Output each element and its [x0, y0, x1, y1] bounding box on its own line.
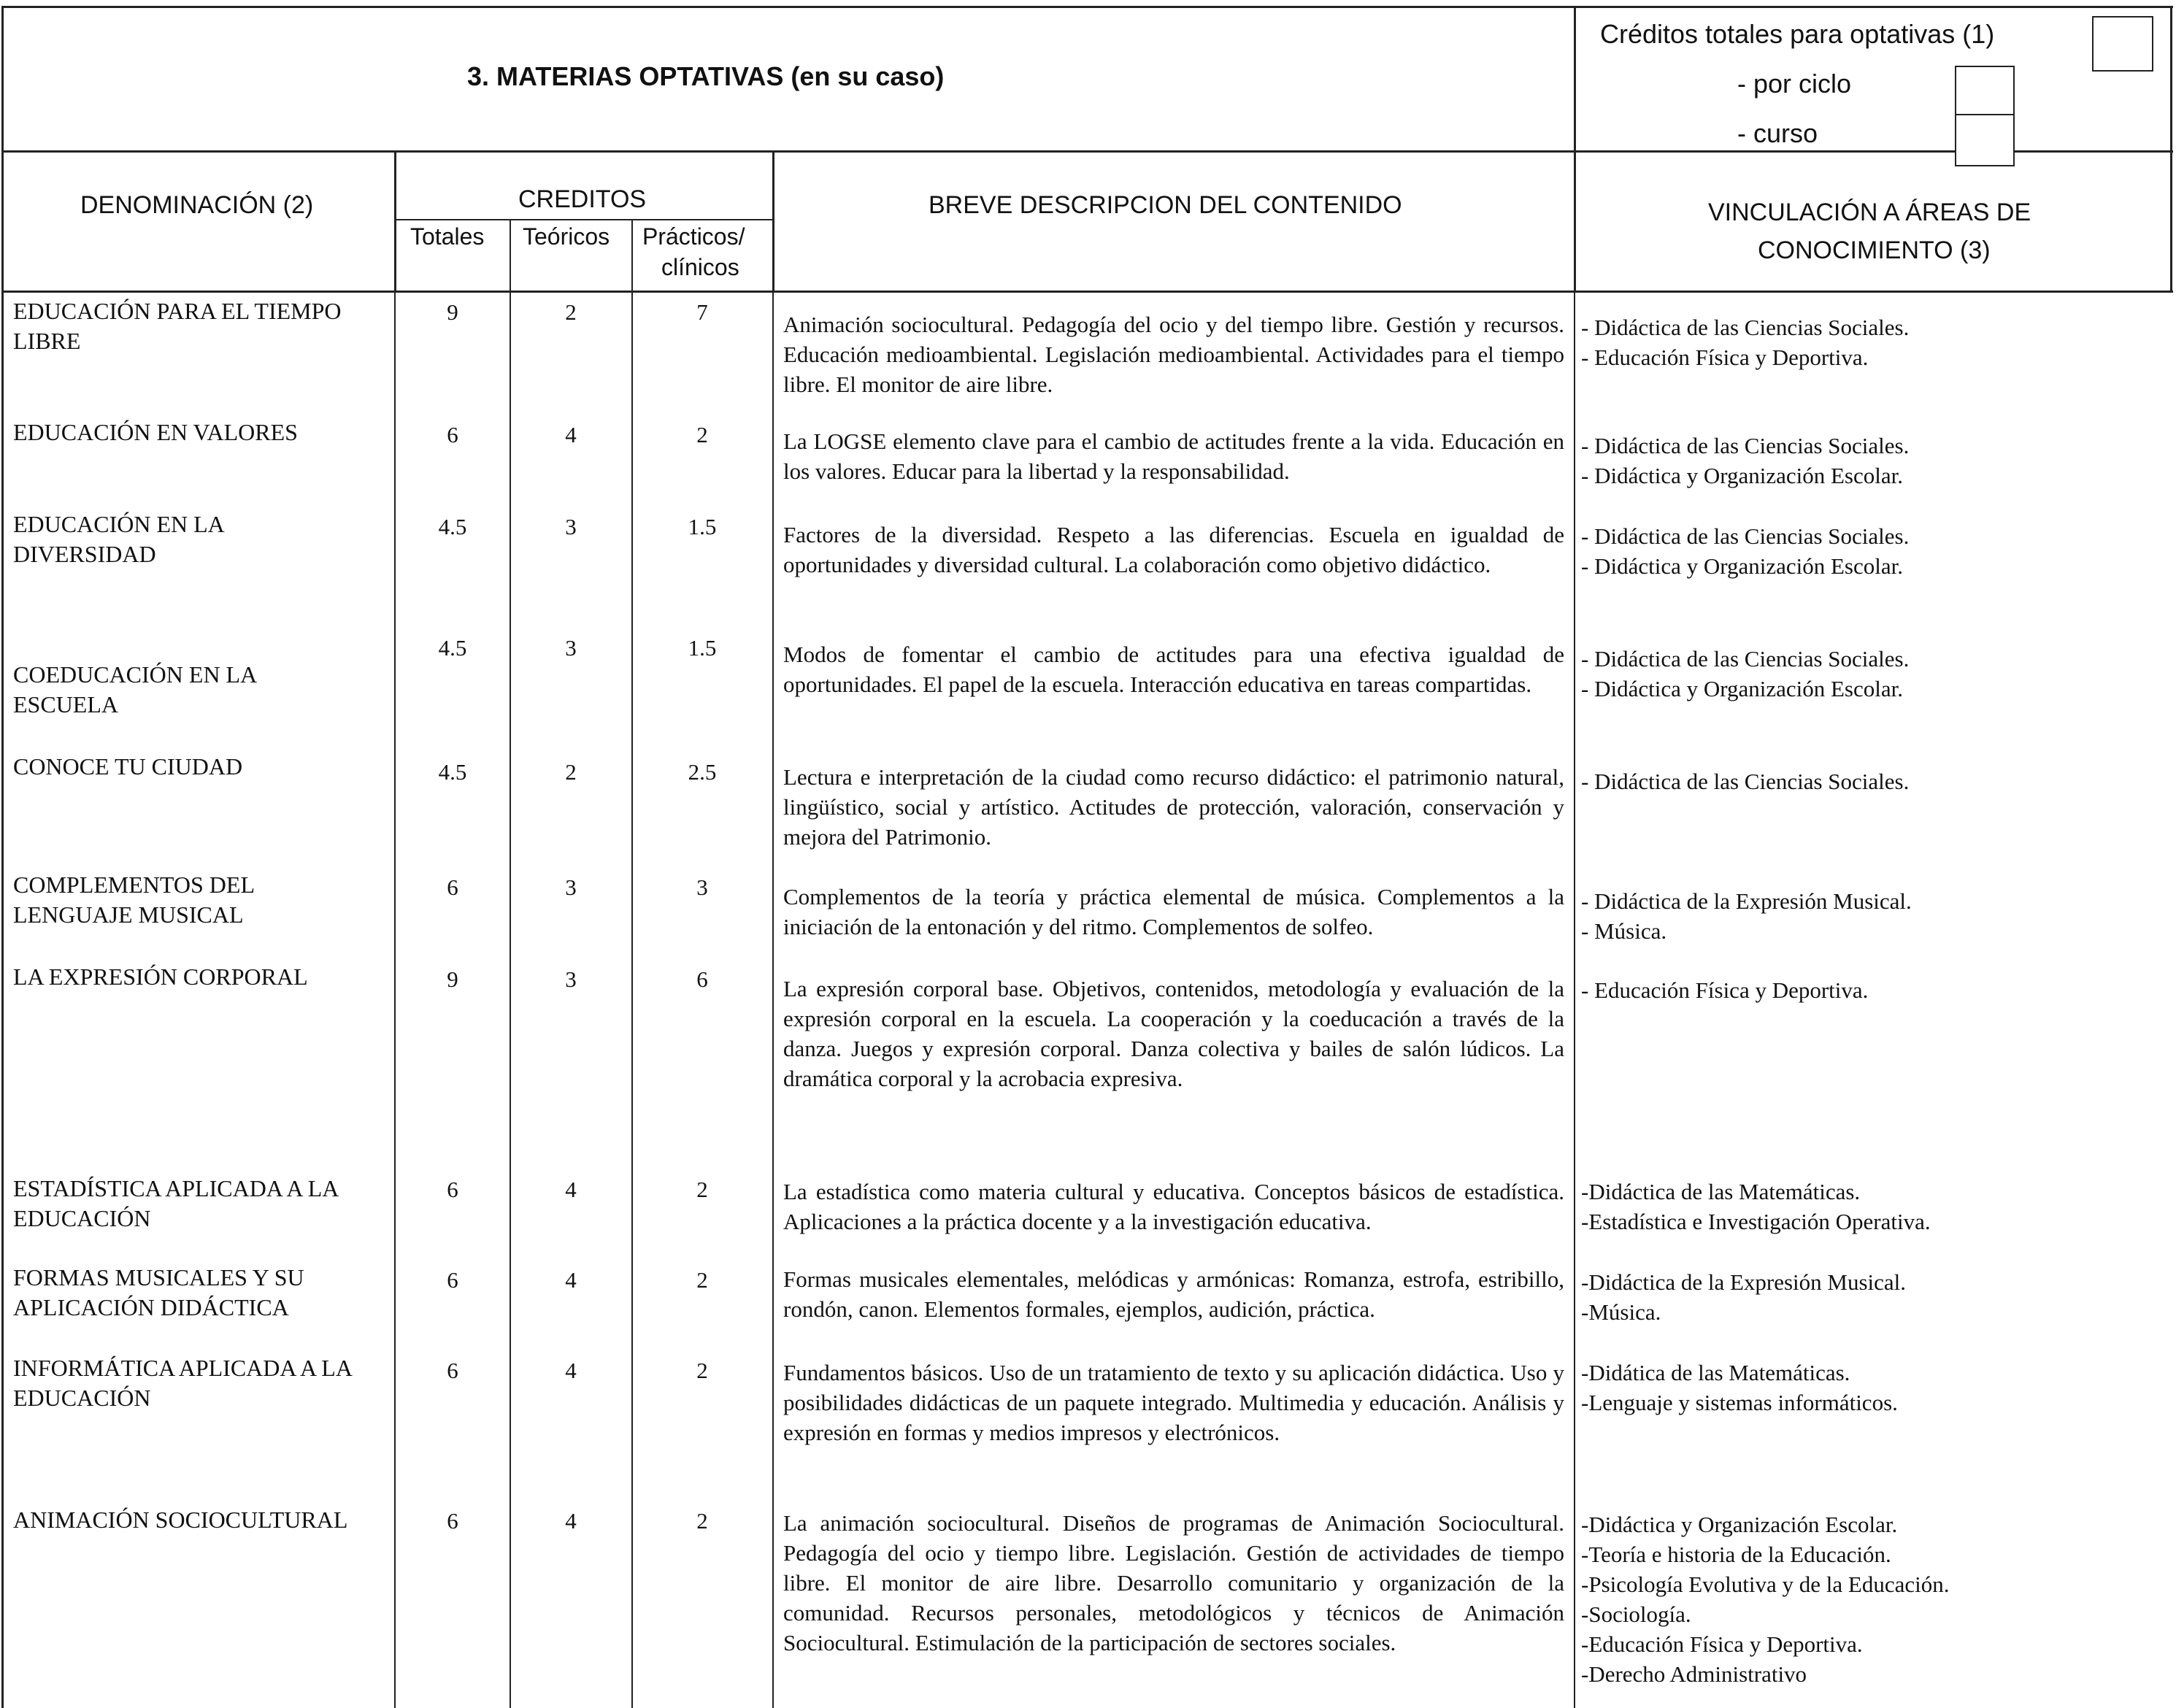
credits-theory: 2: [565, 759, 577, 785]
credits-practice: 2: [696, 1508, 708, 1534]
area-item: -Didáctica de las Matemáticas.: [1581, 1179, 1861, 1204]
area-item: - Didáctica de las Ciencias Sociales.: [1581, 646, 1910, 672]
knowledge-areas: [1581, 975, 2165, 1005]
area-item: -Educación Física y Deportiva.: [1581, 1631, 1863, 1657]
col-areas-1: VINCULACIÓN A ÁREAS DE: [1708, 199, 2031, 226]
area-item: - Música.: [1581, 918, 1667, 944]
area-item: - Didáctica y Organización Escolar.: [1581, 553, 1903, 579]
credits-practice: 2: [696, 422, 708, 447]
subject-description: La LOGSE elemento clave para el cambio de actitudes frente a la vida. Educación en los valores. Educar para la libertad y la responsabilidad.: [783, 428, 1564, 484]
subject-name: EDUCACIÓN EN LA DIVERSIDAD: [13, 511, 223, 567]
subject-name: CONOCE TU CIUDAD: [13, 753, 243, 780]
area-item: -Didáctica de la Expresión Musical.: [1581, 1269, 1907, 1295]
credits-total-box[interactable]: [2092, 16, 2153, 72]
area-item: - Didáctica de las Ciencias Sociales.: [1581, 769, 1910, 794]
credits-practice: 2: [696, 1267, 708, 1293]
credits-total: 6: [447, 1508, 458, 1534]
knowledge-areas: [1581, 1177, 2165, 1236]
credits-total: 6: [447, 874, 458, 900]
subject-name: ANIMACIÓN SOCIOCULTURAL: [13, 1507, 348, 1533]
area-item: -Derecho Administrativo: [1581, 1661, 1807, 1687]
per-cycle-label: - por ciclo: [1737, 69, 1852, 99]
credits-practice: 1.5: [688, 514, 717, 539]
knowledge-areas: [1581, 644, 2165, 704]
per-cycle-box[interactable]: [1955, 66, 2015, 118]
credits-total: 4.5: [438, 759, 467, 785]
subject-name: EDUCACIÓN EN VALORES: [13, 419, 298, 445]
area-item: -Estadística e Investigación Operativa.: [1581, 1209, 1931, 1234]
area-item: - Didáctica de las Ciencias Sociales.: [1581, 523, 1910, 549]
area-item: - Educación Física y Deportiva.: [1581, 345, 1869, 370]
credits-practice: 3: [696, 874, 708, 900]
credits-total: 9: [447, 299, 458, 325]
area-item: -Didáctica y Organización Escolar.: [1581, 1512, 1898, 1537]
subject-description: Factores de la diversidad. Respeto a las diferencias. Escuela en igualdad de oportunidades y diversidad cultural. La colaboración como objetivo didáctico.: [783, 522, 1564, 577]
credits-practice: 6: [696, 966, 708, 992]
col-description: BREVE DESCRIPCION DEL CONTENIDO: [929, 191, 1402, 219]
subject-description: Complementos de la teoría y práctica elemental de música. Complementos a la iniciación de la entonación y del ritmo. Complementos de solfeo.: [783, 884, 1564, 939]
col-practical-2: clínicos: [661, 254, 739, 280]
knowledge-areas: [1581, 1267, 2165, 1327]
area-item: - Didáctica y Organización Escolar.: [1581, 463, 1903, 488]
knowledge-areas: [1581, 1509, 2165, 1689]
area-item: -Lenguaje y sistemas informáticos.: [1581, 1390, 1898, 1415]
subject-name: LA EXPRESIÓN CORPORAL: [13, 963, 308, 990]
col-practical-1: Prácticos/: [642, 223, 745, 250]
credits-total: 6: [447, 1358, 458, 1383]
knowledge-areas: [1581, 886, 2165, 946]
credits-practice: 2: [696, 1177, 708, 1202]
subject-description: La animación sociocultural. Diseños de programas de Animación Sociocultural. Pedagogía del ocio y tiempo libre. Legislación. Gestión de actividades de tiempo libre. El monitor de aire libre. Desarrollo comunitario y organización de la comunidad. Recursos personales, metodológicos y técnicos de Animación Sociocultural. Estimulación de la participación de sectores sociales.: [783, 1510, 1564, 1655]
subject-name: FORMAS MUSICALES Y SU APLICACIÓN DIDÁCTICA: [13, 1264, 304, 1320]
knowledge-areas: [1581, 431, 2165, 491]
credits-total: 4.5: [438, 514, 467, 539]
area-item: - Didáctica de la Expresión Musical.: [1581, 888, 1912, 914]
subject-description: La expresión corporal base. Objetivos, contenidos, metodología y evaluación de la expresión corporal en la escuela. La cooperación y la coeducación a través de la danza. Juegos y expresión corporal. Danza colectiva y bailes de salón lúdicos. La dramática corporal y la acrobacia expresiva.: [783, 976, 1564, 1091]
knowledge-areas: [1581, 521, 2165, 581]
area-item: -Psicología Evolutiva y de la Educación.: [1581, 1572, 1950, 1597]
credits-theory: 4: [565, 1267, 577, 1293]
area-item: -Sociología.: [1581, 1601, 1691, 1627]
knowledge-areas: [1581, 1358, 2165, 1417]
col-denomination: DENOMINACIÓN (2): [80, 191, 314, 219]
credits-practice: 2.5: [688, 759, 717, 785]
subject-name: COMPLEMENTOS DEL LENGUAJE MUSICAL: [13, 872, 254, 928]
area-item: - Didáctica de las Ciencias Sociales.: [1581, 315, 1910, 340]
area-item: - Didáctica de las Ciencias Sociales.: [1581, 433, 1910, 458]
credits-total: 6: [447, 422, 458, 447]
subject-name: COEDUCACIÓN EN LA ESCUELA: [13, 661, 256, 718]
credits-total-label: Créditos totales para optativas (1): [1600, 19, 1995, 49]
col-areas-2: CONOCIMIENTO (3): [1758, 236, 1991, 264]
credits-theory: 4: [565, 1177, 577, 1202]
subject-description: Lectura e interpretación de la ciudad como recurso didáctico: el patrimonio natural, lingüístico, social y artístico. Actitudes de protección, valoración, conservación y mejora del Patrimonio.: [783, 764, 1564, 850]
subject-name: INFORMÁTICA APLICADA A LA EDUCACIÓN: [13, 1355, 352, 1411]
credits-total: 6: [447, 1267, 458, 1293]
col-theoretical: Teóricos: [523, 223, 610, 250]
section-title: 3. MATERIAS OPTATIVAS (en su caso): [467, 61, 945, 91]
subject-description: Formas musicales elementales, melódicas y armónicas: Romanza, estrofa, estribillo, rondón, canon. Elementos formales, ejemplos, audición, práctica.: [783, 1266, 1564, 1322]
col-credits: CREDITOS: [518, 185, 647, 213]
area-item: - Didáctica y Organización Escolar.: [1581, 676, 1903, 701]
subject-description: Animación sociocultural. Pedagogía del ocio y del tiempo libre. Gestión y recursos. Educación medioambiental. Legislación medioambiental. Actividades para el tiempo libre. El monitor de aire libre.: [783, 312, 1564, 397]
knowledge-areas: [1581, 766, 2165, 796]
credits-theory: 2: [565, 299, 577, 325]
area-item: -Teoría e historia de la Educación.: [1581, 1542, 1891, 1567]
credits-practice: 7: [696, 299, 708, 325]
credits-total: 9: [447, 966, 458, 992]
credits-theory: 3: [565, 635, 577, 661]
credits-theory: 3: [565, 966, 577, 992]
credits-theory: 3: [565, 874, 577, 900]
subject-name: EDUCACIÓN PARA EL TIEMPO LIBRE: [13, 298, 342, 354]
area-item: -Música.: [1581, 1299, 1661, 1325]
subject-description: Modos de fomentar el cambio de actitudes para una efectiva igualdad de oportunidades. El papel de la escuela. Interacción educativa en tareas compartidas.: [783, 642, 1564, 697]
area-item: -Didática de las Matemáticas.: [1581, 1360, 1850, 1385]
credits-practice: 1.5: [688, 635, 717, 661]
credits-total: 6: [447, 1177, 458, 1202]
credits-theory: 4: [565, 422, 577, 447]
knowledge-areas: [1581, 312, 2165, 372]
credits-theory: 4: [565, 1508, 577, 1534]
area-item: - Educación Física y Deportiva.: [1581, 977, 1869, 1003]
course-box[interactable]: [1955, 114, 2015, 166]
course-label: - curso: [1737, 118, 1818, 148]
credits-theory: 3: [565, 514, 577, 539]
subject-description: Fundamentos básicos. Uso de un tratamiento de texto y su aplicación didáctica. Uso y posibilidades didácticas de un paquete integrado. Multimedia y educación. Análisis y expresión en formas y medios impresos y electrónicos.: [783, 1360, 1564, 1445]
subject-description: La estadística como materia cultural y educativa. Conceptos básicos de estadística. Aplicaciones a la práctica docente y a la investigación educativa.: [783, 1179, 1564, 1234]
subject-name: ESTADÍSTICA APLICADA A LA EDUCACIÓN: [13, 1175, 338, 1231]
col-totals: Totales: [410, 223, 485, 250]
credits-theory: 4: [565, 1358, 577, 1383]
credits-total: 4.5: [438, 635, 467, 661]
credits-practice: 2: [696, 1358, 708, 1383]
